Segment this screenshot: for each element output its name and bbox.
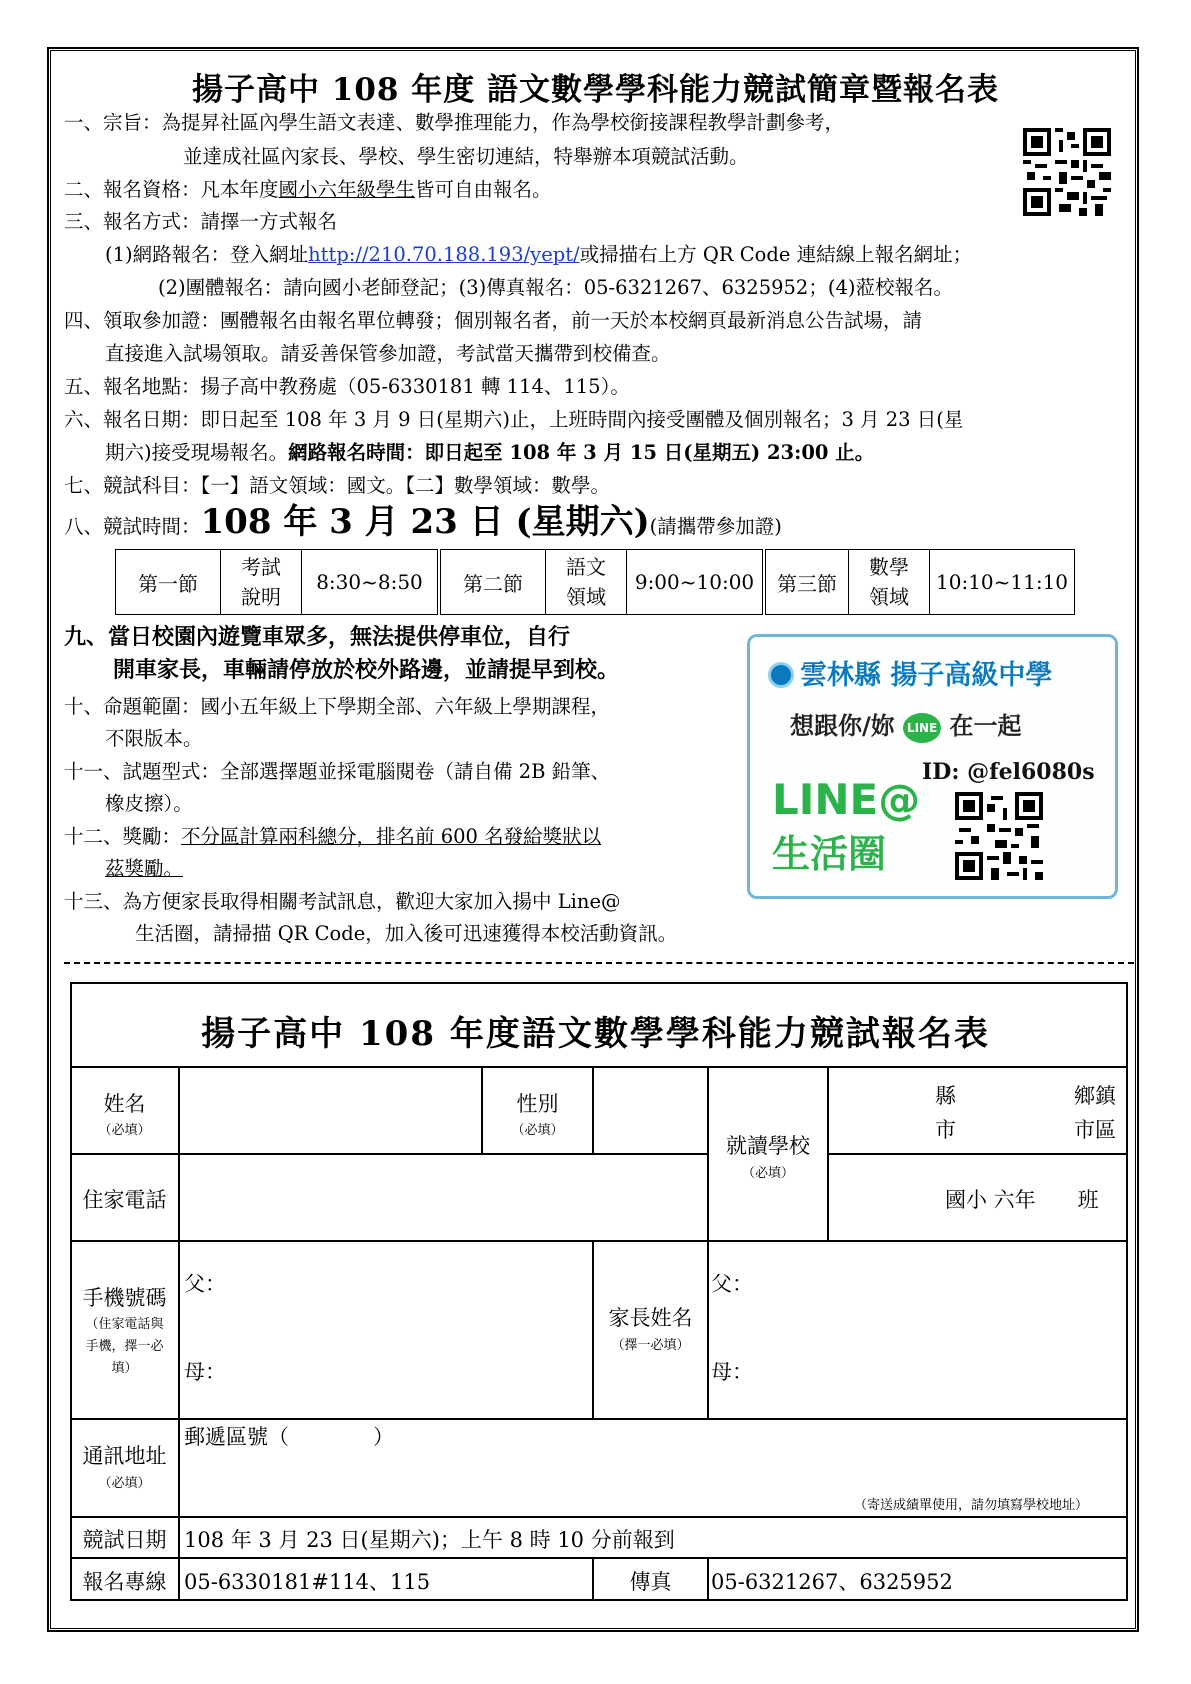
registration-qr-icon[interactable] [1023, 128, 1111, 216]
school-emblem-icon [768, 662, 794, 688]
time-1: 8:30~8:50 [302, 550, 440, 615]
page-title: 揚子高中 108 年度 語文數學學科能力競試簡章暨報名表 [191, 72, 1000, 108]
school-label: 就讀學校 [726, 1134, 810, 1158]
time-2: 9:00~10:00 [627, 550, 765, 615]
form-title: 揚子高中 108 年度語文數學學科能力競試報名表 [201, 1014, 990, 1054]
line-qr-icon[interactable] [955, 792, 1043, 880]
item-2: 二、報名資格：凡本年度國小六年級學生皆可自由報名。 [64, 178, 552, 201]
promo-line-id: ID: @fel6080s [922, 759, 1095, 785]
item-4b: 直接進入試場領取。請妥善保管參加證，考試當天攜帶到校備查。 [105, 342, 671, 365]
name-label: 姓名 [103, 1092, 146, 1116]
exam-date-value: 108 年 3 月 23 日(星期六)；上午 8 時 10 分前報到 [184, 1528, 675, 1552]
item-3a: (1)網路報名：登入網址http://210.70.188.193/yept/或掃描右上方 QR Code 連結線上報名網址； [105, 243, 973, 266]
line-promo-card [747, 634, 1118, 899]
promo-brand: LINE@ [772, 775, 921, 824]
subject-1: 考試 說明 [221, 550, 302, 615]
item-6a: 六、報名日期：即日起至 108 年 3 月 9 日(星期六)止，上班時間內接受團體及個別報名；3 月 23 日(星 [64, 408, 964, 431]
city-label: 市 [935, 1118, 956, 1142]
mobile-note-1: （住家電話與 [85, 1317, 164, 1332]
fax-label: 傳真 [629, 1570, 672, 1594]
address-note: （寄送成績單使用，請勿填寫學校地址） [854, 1498, 1089, 1513]
item-13a: 十三、為方便家長取得相關考試訊息，歡迎大家加入揚中 Line@ [64, 890, 621, 913]
fax-value: 05-6321267、6325952 [711, 1570, 953, 1594]
item-3: 三、報名方式：請擇一方式報名 [64, 210, 338, 233]
promo-brand-sub: 生活圈 [772, 832, 887, 876]
exam-date: 108 年 3 月 23 日 (星期六) [200, 502, 650, 542]
item-10a: 十、命題範圍：國小五年級上下學期全部、六年級上學期課程， [64, 695, 611, 718]
mobile-note-2: 手機，擇一必 [85, 1339, 164, 1354]
gender-required: （必填） [511, 1123, 564, 1138]
item-12a: 十二、獎勵：不分區計算兩科總分，排名前 600 名發給獎狀以 [64, 825, 602, 848]
item-9a: 九、當日校園內遊覽車眾多，無法提供停車位，自行 [64, 624, 571, 650]
promo-school: 雲林縣 揚子高級中學 [768, 653, 1052, 692]
zipcode-field[interactable]: 郵遞區號（ ） [184, 1425, 394, 1449]
item-1a: 一、宗旨：為提昇社區內學生語文表達、數學推理能力，作為學校銜接課程教學計劃參考， [64, 111, 845, 134]
item-4a: 四、領取參加證：團體報名由報名單位轉發；個別報名者，前一天於本校網頁最新消息公告試場，請 [64, 309, 923, 332]
address-required: （必填） [98, 1476, 151, 1491]
school-required: （必填） [741, 1166, 794, 1181]
mobile-father[interactable]: 父： [184, 1272, 226, 1296]
address-label: 通訊地址 [82, 1444, 167, 1468]
item-11b: 橡皮擦）。 [105, 792, 193, 815]
parent-father[interactable]: 父： [711, 1272, 753, 1296]
item-1b: 並達成社區內家長、學校、學生密切連結，特舉辦本項競試活動。 [183, 145, 749, 168]
exam-date-label: 競試日期 [82, 1528, 167, 1552]
county-label: 縣 [935, 1084, 956, 1108]
promo-slogan: 想跟你/妳 LINE 在一起 [790, 706, 1021, 743]
name-required: （必填） [98, 1123, 151, 1138]
item-7: 七、競試科目：【一】語文領域：國文。【二】數學領域：數學。 [64, 474, 611, 497]
item-11a: 十一、試題型式：全部選擇題並採電腦閱卷（請自備 2B 鉛筆、 [64, 760, 611, 783]
item-12b: 茲獎勵。 [105, 857, 184, 880]
time-3: 10:10~11:10 [930, 550, 1075, 615]
mobile-label: 手機號碼 [82, 1286, 167, 1310]
parent-mother[interactable]: 母： [711, 1360, 753, 1384]
district-label: 市區 [1074, 1118, 1116, 1142]
subject-3: 數學 領域 [849, 550, 930, 615]
period-2: 第二節 [439, 550, 546, 615]
period-3: 第三節 [764, 550, 849, 615]
hotline-value: 05-6330181#114、115 [184, 1570, 431, 1594]
home-phone-label: 住家電話 [82, 1188, 167, 1212]
item-5: 五、報名地點：揚子高中教務處（05-6330181 轉 114、115）。 [64, 375, 630, 398]
item-9b: 開車家長，車輛請停放於校外路邊，並請提早到校。 [113, 657, 620, 683]
item-3b: (2)團體報名：請向國小老師登記；(3)傳真報名：05-6321267、6325952；(4)蒞校報名。 [158, 276, 953, 299]
gender-field[interactable] [594, 1068, 706, 1152]
registration-link[interactable]: http://210.70.188.193/yept/ [308, 243, 580, 266]
home-phone-field[interactable] [182, 1156, 705, 1238]
mobile-note-3: 填） [111, 1361, 138, 1376]
period-1: 第一節 [116, 550, 221, 615]
mobile-mother[interactable]: 母： [184, 1360, 226, 1384]
schedule-table [115, 549, 1075, 615]
class-label: 國小 六年 班 [945, 1188, 1099, 1212]
subject-2: 語文 領域 [546, 550, 627, 615]
line-logo-icon: LINE [903, 713, 941, 743]
item-6b: 期六)接受現場報名。網路報名時間：即日起至 108 年 3 月 15 日(星期五) 23:00 止。 [105, 441, 875, 464]
parent-label: 家長姓名 [608, 1306, 693, 1330]
hotline-label: 報名專線 [82, 1570, 167, 1594]
township-label: 鄉鎮 [1074, 1084, 1116, 1108]
name-field[interactable] [182, 1068, 479, 1152]
parent-note: （擇一必填） [611, 1338, 690, 1353]
item-8: 八、競試時間：108 年 3 月 23 日 (星期六)(請攜帶參加證) [64, 502, 782, 542]
item-10b: 不限版本。 [105, 727, 203, 750]
gender-label: 性別 [516, 1092, 559, 1116]
item-13b: 生活圈，請掃描 QR Code，加入後可迅速獲得本校活動資訊。 [135, 922, 678, 945]
cut-line [64, 962, 1134, 964]
